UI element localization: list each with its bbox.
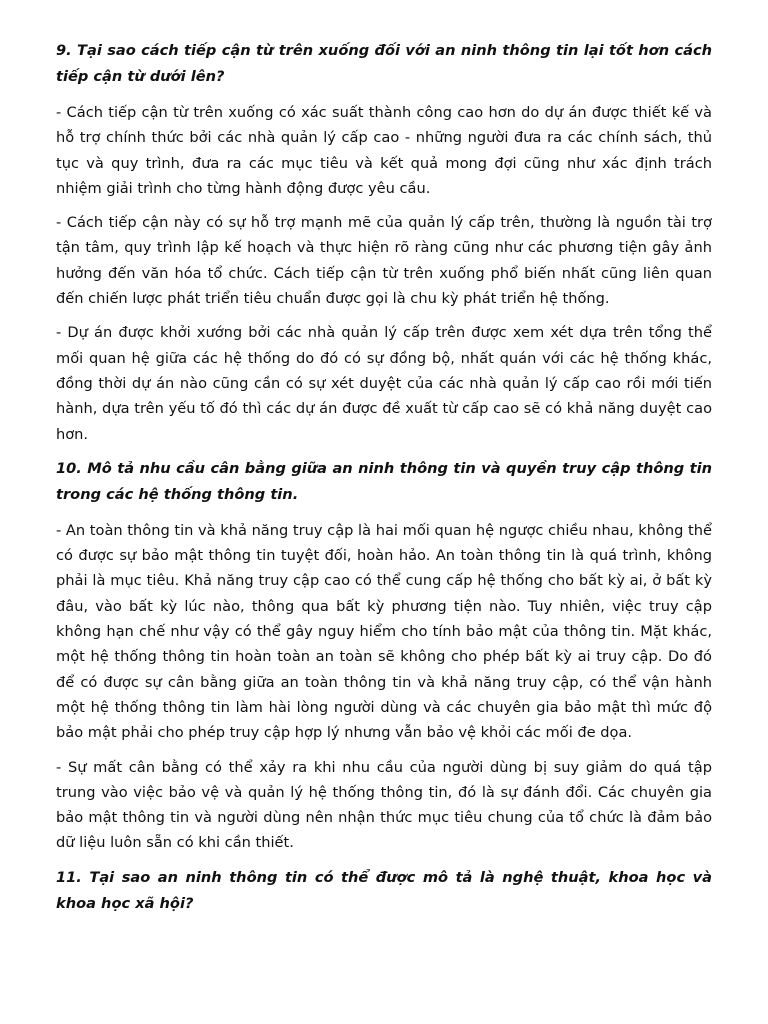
- section-11: [56, 865, 712, 917]
- question-9-heading: 9. Tại sao cách tiếp cận từ trên xuống đối với an ninh thông tin lại tốt hơn cách tiếp cận từ dưới lên?: [56, 42, 712, 85]
- section-10: [56, 456, 712, 856]
- question-10-heading: 10. Mô tả nhu cầu cân bằng giữa an ninh thông tin và quyền truy cập thông tin trong các hệ thống thông tin.: [56, 459, 712, 503]
- section-9: [56, 38, 712, 447]
- answer-10-paragraph-2: - Sự mất cân bằng có thể xảy ra khi nhu cầu của người dùng bị suy giảm do quá tập trung vào việc bảo vệ và quản lý hệ thống thông tin, đó là sự đánh đổi. Các chuyên gia bảo mật thông tin và người dùng nên nhận thức mục tiêu chung của tổ chức là đảm bảo dữ liệu luôn sẵn có khi cần thiết.: [56, 758, 712, 852]
- answer-9-paragraph-3: - Dự án được khởi xướng bởi các nhà quản lý cấp trên được xem xét dựa trên tổng thể mối quan hệ giữa các hệ thống do đó có sự đồng bộ, nhất quán với các hệ thống khác, đồng thời dự án nào cũng cần có sự xét duyệt của các nhà quản lý cấp cao rồi mới tiến hành, dựa trên yếu tố đó thì các dự án được đề xuất từ cấp cao sẽ có khả năng duyệt cao hơn.: [56, 324, 712, 443]
- question-11-heading: 11. Tại sao an ninh thông tin có thể được mô tả là nghệ thuật, khoa học và khoa học xã hội?: [56, 868, 712, 912]
- answer-9-paragraph-2: - Cách tiếp cận này có sự hỗ trợ mạnh mẽ của quản lý cấp trên, thường là nguồn tài trợ tận tâm, quy trình lập kế hoạch và thực hiện rõ ràng cũng như các phương tiện gây ảnh hưởng đến văn hóa tổ chức. Cách tiếp cận từ trên xuống phổ biến nhất cũng liên quan đến chiến lược phát triển tiêu chuẩn được gọi là chu kỳ phát triển hệ thống.: [56, 214, 712, 308]
- answer-10-paragraph-1: - An toàn thông tin và khả năng truy cập là hai mối quan hệ ngược chiều nhau, không thể có được sự bảo mật thông tin tuyệt đối, hoàn hảo. An toàn thông tin là quá trình, không phải là mục tiêu. Khả năng truy cập cao có thể cung cấp hệ thống cho bất kỳ ai, ở bất kỳ đâu, vào bất kỳ lúc nào, thông qua bất kỳ phương tiện nào. Tuy nhiên, việc truy cập không hạn chế như vậy có thể gây nguy hiểm cho tính bảo mật của thông tin. Mặt khác, một hệ thống thông tin hoàn toàn an toàn sẽ không cho phép bất kỳ ai truy cập. Do đó để có được sự cân bằng giữa an toàn thông tin và khả năng truy cập, có thể vận hành một hệ thống thông tin làm hài lòng người dùng và các chuyên gia bảo mật thì mức độ bảo mật phải cho phép truy cập hợp lý nhưng vẫn bảo vệ khỏi các mối đe dọa.: [56, 521, 712, 742]
- answer-9-paragraph-1: - Cách tiếp cận từ trên xuống có xác suất thành công cao hơn do dự án được thiết kế và hỗ trợ chính thức bởi các nhà quản lý cấp cao - những người đưa ra các chính sách, thủ tục và quy trình, đưa ra các mục tiêu và kết quả mong đợi cũng như xác định trách nhiệm giải trình cho từng hành động được yêu cầu.: [56, 104, 712, 197]
